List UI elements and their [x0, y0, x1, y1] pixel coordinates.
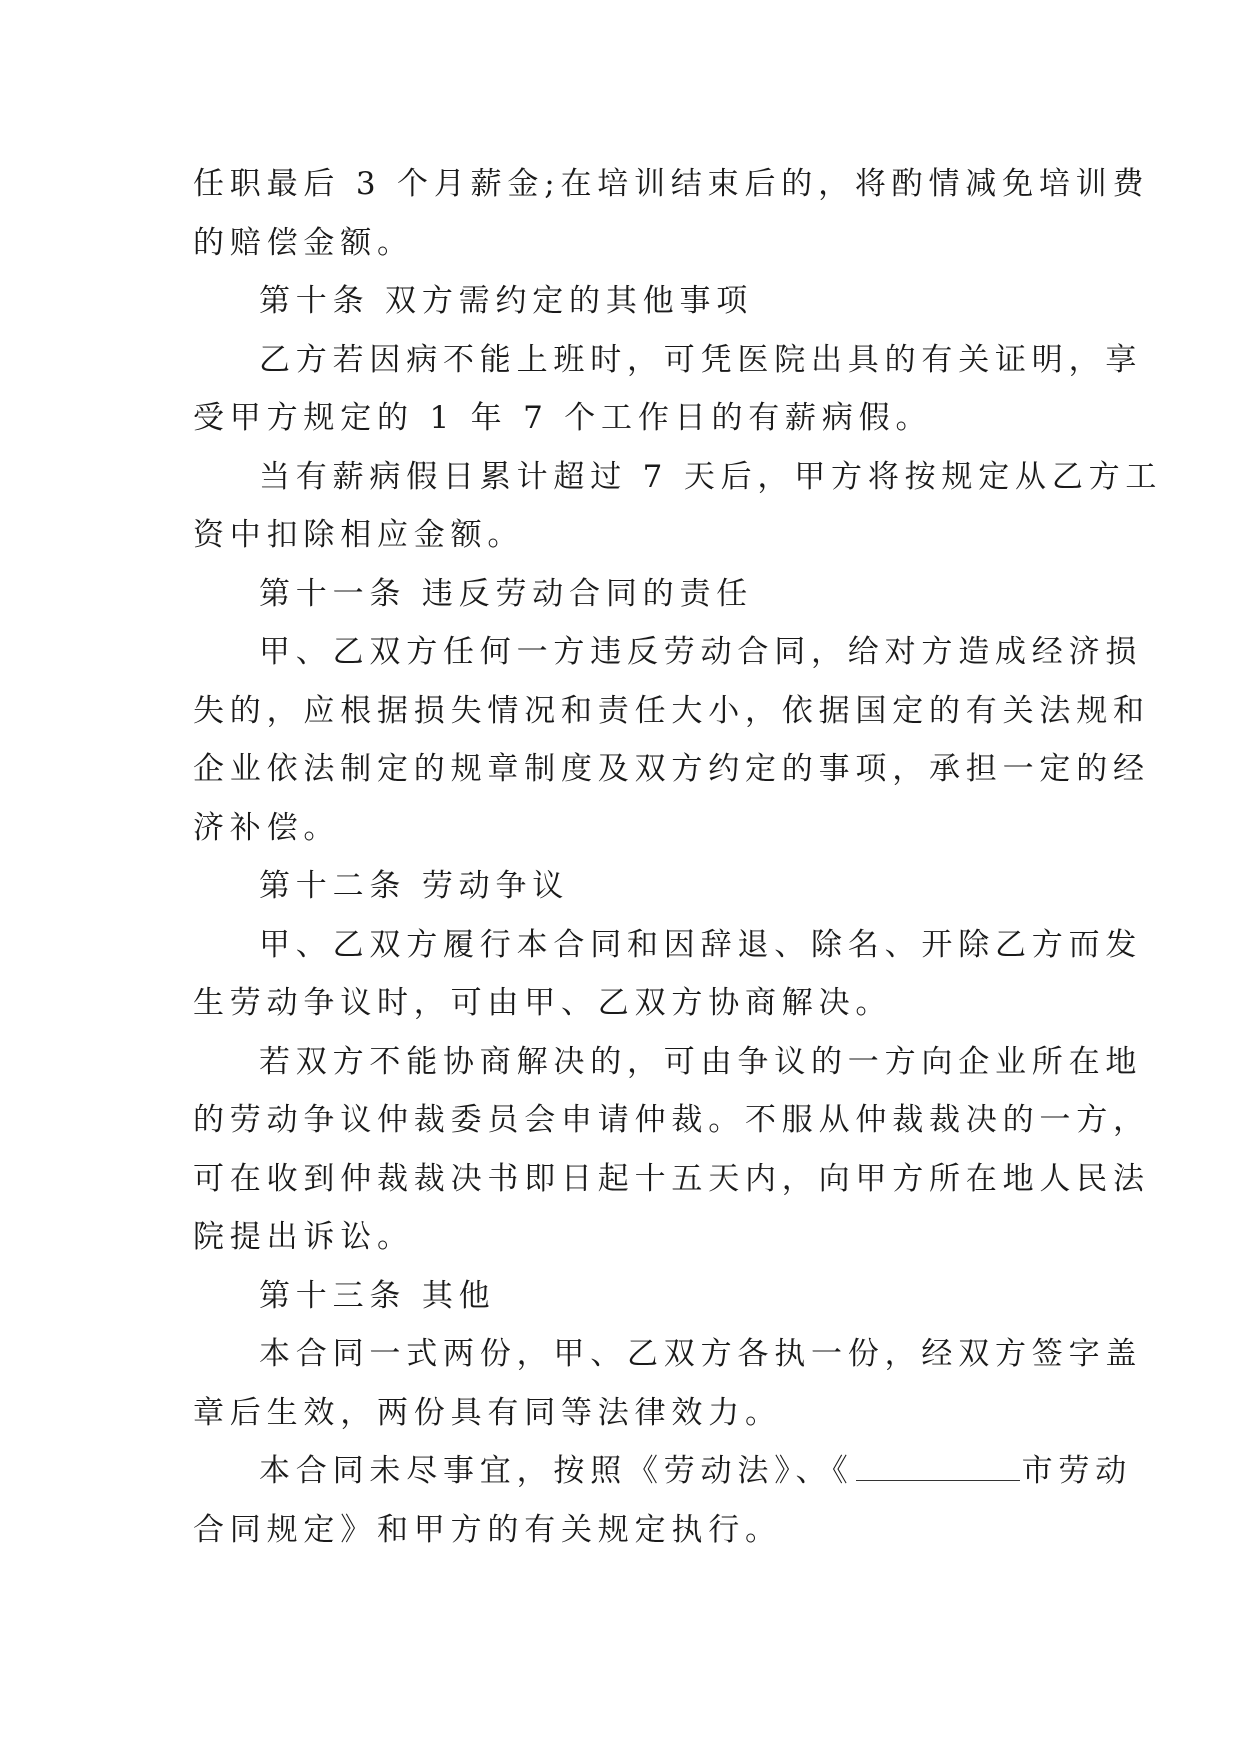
article-11-heading: 第十一条 违反劳动合同的责任 [259, 575, 754, 612]
text-line: 若双方不能协商解决的，可由争议的一方向企业所在地 [259, 1043, 1143, 1080]
text-line: 生劳动争议时，可由甲、乙双方协商解决。 [193, 985, 893, 1021]
text-line: 任职最后 3 个月薪金;在培训结束后的，将酌情减免培训费 [193, 166, 1150, 202]
article-12-heading: 第十二条 劳动争议 [259, 868, 570, 904]
text-line: 资中扣除相应金额。 [193, 517, 525, 553]
article-13-heading: 第十三条 其他 [259, 1277, 496, 1314]
text-line: 的劳动争议仲裁委员会申请仲裁。不服从仲裁裁决的一方， [193, 1102, 1150, 1138]
text-line: 济补偿。 [193, 809, 341, 846]
text-line: 的赔偿金额。 [193, 224, 414, 261]
text-line: 甲、乙双方履行本合同和因辞退、除名、开除乙方而发 [259, 926, 1143, 963]
document-body [193, 155, 1163, 1559]
text-line: 当有薪病假日累计超过 7 天后，甲方将按规定从乙方工 [259, 458, 1163, 495]
text-line: 合同规定》和甲方的有关规定执行。 [193, 1511, 782, 1548]
text-line-with-blank [193, 1442, 1133, 1501]
text-line: 章后生效，两份具有同等法律效力。 [193, 1394, 782, 1431]
text-line: 可在收到仲裁裁决书即日起十五天内，向甲方所在地人民法 [193, 1160, 1150, 1197]
text-segment: 市劳动 [1021, 1453, 1133, 1489]
text-line: 失的，应根据损失情况和责任大小，依据国定的有关法规和 [193, 692, 1150, 729]
text-segment: 本合同未尽事宜，按照《劳动法》、《 [259, 1453, 854, 1489]
article-10-heading: 第十条 双方需约定的其他事项 [259, 283, 754, 319]
text-line: 甲、乙双方任何一方违反劳动合同，给对方造成经济损 [259, 634, 1143, 670]
text-line: 乙方若因病不能上班时，可凭医院出具的有关证明，享 [259, 341, 1143, 378]
text-line: 院提出诉讼。 [193, 1219, 414, 1255]
text-line: 受甲方规定的 1 年 7 个工作日的有薪病假。 [193, 400, 933, 436]
fill-in-blank [856, 1450, 1020, 1481]
text-line: 本合同一式两份，甲、乙双方各执一份，经双方签字盖 [259, 1336, 1143, 1372]
text-line: 企业依法制定的规章制度及双方约定的事项，承担一定的经 [193, 751, 1150, 787]
